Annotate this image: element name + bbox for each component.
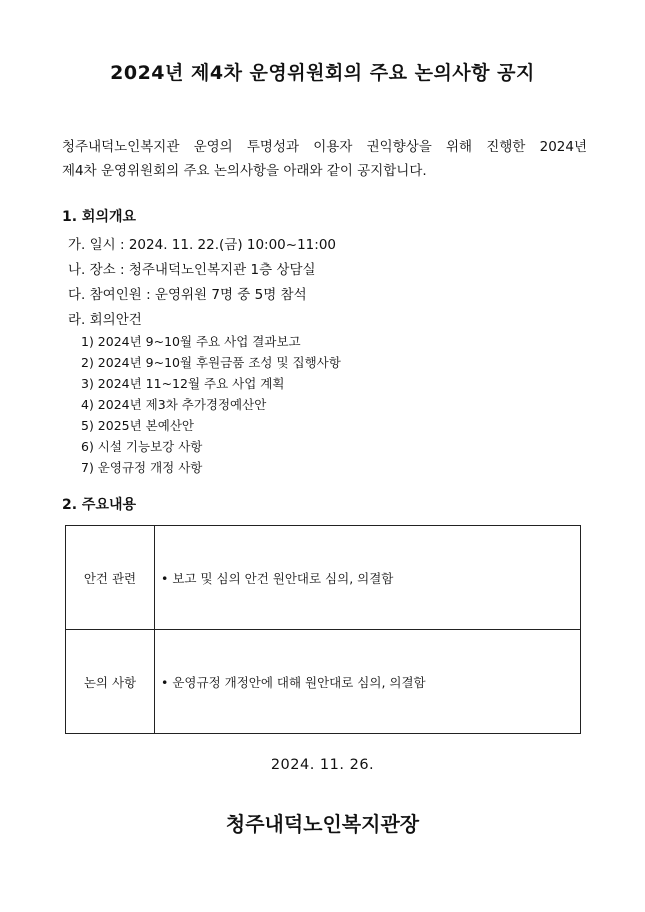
- row-label: 논의 사항: [66, 630, 155, 734]
- row-content: • 보고 및 심의 안건 원안대로 심의, 의결함: [155, 526, 581, 630]
- agenda-item: 5) 2025년 본예산안: [81, 418, 194, 433]
- meeting-datetime: 가. 일시 : 2024. 11. 22.(금) 10:00~11:00: [68, 237, 336, 253]
- section-2-heading: 2. 주요내용: [62, 497, 137, 513]
- meeting-attendance: 다. 참여인원 : 운영위원 7명 중 5명 참석: [68, 287, 307, 303]
- section-1-heading: 1. 회의개요: [62, 209, 137, 225]
- table-row: [66, 630, 581, 734]
- summary-table: [65, 525, 581, 734]
- intro-paragraph: [62, 135, 587, 183]
- page-title: 2024년 제4차 운영위원회의 주요 논의사항 공지: [110, 62, 535, 84]
- table-row: [66, 526, 581, 630]
- row-label: 안건 관련: [66, 526, 155, 630]
- meeting-location: 나. 장소 : 청주내덕노인복지관 1층 상담실: [68, 262, 316, 278]
- row-content: • 운영규정 개정안에 대해 원안대로 심의, 의결함: [155, 630, 581, 734]
- intro-line-2: 제4차 운영위원회의 주요 논의사항을 아래와 같이 공지합니다.: [62, 163, 427, 179]
- agenda-item: 7) 운영규정 개정 사항: [81, 460, 203, 475]
- notice-date: 2024. 11. 26.: [270, 757, 375, 773]
- agenda-item: 2) 2024년 9~10월 후원금품 조성 및 집행사항: [81, 355, 341, 370]
- meeting-agenda-heading: 라. 회의안건: [68, 312, 142, 328]
- agenda-item: 1) 2024년 9~10월 주요 사업 결과보고: [81, 334, 301, 349]
- intro-line-1: 청주내덕노인복지관 운영의 투명성과 이용자 권익향상을 위해 진행한 2024년: [62, 139, 587, 155]
- agenda-item: 3) 2024년 11~12월 주요 사업 계획: [81, 376, 285, 391]
- agenda-item: 4) 2024년 제3차 추가경정예산안: [81, 397, 267, 412]
- organization-signature: 청주내덕노인복지관장: [225, 812, 420, 836]
- agenda-item: 6) 시설 기능보강 사항: [81, 439, 203, 454]
